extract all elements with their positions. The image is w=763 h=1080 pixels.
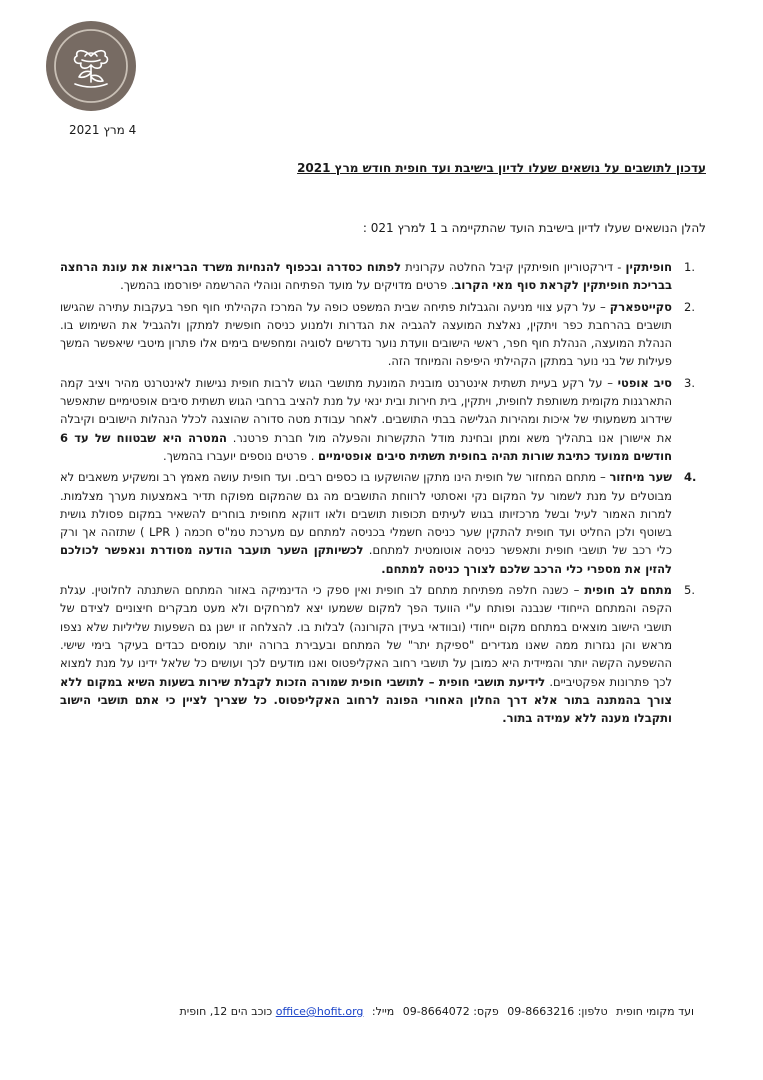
item-heading: סיב אופטי <box>617 375 672 390</box>
organization-logo <box>45 20 137 112</box>
document-date: 4 מרץ 2021 <box>69 123 137 137</box>
item-heading: סקייטפארק <box>609 299 672 314</box>
footer-email-link[interactable]: office@hofit.org <box>275 1005 364 1018</box>
footer-org: ועד מקומי חופית <box>616 1005 694 1018</box>
topic-item-lev-hofit: 5. מתחם לב חופית – כשנה חלפה מפתיחת מתחם לב חופית ואין ספק כי הדינמיקה באזור המתחם השתנתה לחלוטין. עגלת הקפה והמתחם הייחודי שנבנה ופותח ע"י הוועד הפך למקום ששמעו יצא למרחקים ולא מעט מבקרים חיצוניים לצידם של תושבי הישוב מוצאים במתחם מקום ייחודי (ובוודאי בעידן הקורונה) לבלות בו. להצלחה זו ישנן גם השפעות שליליות שלא נצפו מראש והן נגזרות ממה שאנו מגדירים "ספיקת יתר" של המתחם ובעבירת ברורה יותר עומסים כבדים בעיקר בימי שישי. ההשפעה הקשה יותר והמיידית היא כמובן על תושבי רחוב האקליפטוס ואנו מודעים לכך ועושים כל שלאל ידינו על מנת למצוא לכך פתרונות אפקטיביים. לידיעת תושבי חופית – לתושבי חופית שמורה הזכות לקבלת שירות בשעות השיא במקום ללא צורך בהמתנה בתור אלא דרך החלון האחורי הפונה לרחוב האקליפטוס. כל שצריך לציין כי אתם תושבי הישוב ותקבלו מענה ללא עמידה בתור. <box>60 581 706 727</box>
item-number: 1. <box>684 260 695 274</box>
item-highlight: המטרה היא שבטווח של עד 6 חודשים ממועד כתיבת שורות תהיה בחופית תשתית סיבים אופטימיים <box>60 430 672 463</box>
topics-list <box>60 258 706 730</box>
item-highlight: לכשיותקן השער תועבר הודעה מסודרת ונאפשר לכולכם להזין את מספרי כלי הרכב שלכם לצורך כניסה למתחם. <box>60 543 672 576</box>
item-highlight: לידיעת תושבי חופית – לתושבי חופית שמורה הזכות לקבלת שירות בשעות השיא במקום ללא צורך בהמתנה בתור אלא דרך החלון האחורי הפונה לרחוב האקליפטוס. כל שצריך לציין כי אתם תושבי הישוב ותקבלו מענה ללא עמידה בתור. <box>60 674 672 726</box>
document-title: עדכון לתושבים על נושאים שעלו לדיון בישיבת ועד חופית חודש מרץ 2021 <box>297 161 706 175</box>
item-heading: שער מיחזור <box>609 470 672 485</box>
footer-fax: פקס: 09-8664072 <box>402 1005 499 1018</box>
item-number: 2. <box>684 299 695 314</box>
item-highlight: לפתוח כסדרה ובכפוף להנחיות משרד הבריאות את עונת הרחצה בבריכת חופיתקין לקראת סוף מאי הקרוב <box>60 260 672 293</box>
topic-item-fiber: 3. סיב אופטי – על רקע בעיית תשתית אינטרנט מובנית המונעת מתושבי הגוש לרבות חופית נגישות לאינטרנט מהיר ויציב קמה התארגנות מקומית משותפת לחופית, ויתקין, בית חירות ובית ינאי על מנת להציב ברחבי הגוש תשתית סיבים אופטימיים שתאפשר שידרוג משמעותי של איכות ומהירות הגלישה בבתי התושבים. לאחר עבודת מטה סדורה שהוצגה לכלל הנהלות הישובים וקיבלה את אישורן אנו בתהליך משא ומתן ובחינת מודל התקשרות והפעלה מול חברת פרטנר. המטרה היא שבטווח של עד 6 חודשים ממועד כתיבת שורות תהיה בחופית תשתית סיבים אופטימיים . פרטים נוספים יועברו בהמשך. <box>60 374 706 465</box>
footer-contact <box>175 1005 694 1018</box>
footer-address: כוכב הים 12, חופית <box>179 1005 273 1018</box>
item-number: 3. <box>684 375 695 390</box>
intro-text: להלן הנושאים שעלו לדיון בישיבת הועד שהתקיימה ב 1 למרץ 021 : <box>362 221 706 235</box>
item-heading: מתחם לב חופית <box>584 583 672 598</box>
topic-item-recycling-gate: 4. שער מיחזור – מתחם המחזור של חופית הינו מתקן שהושקעו בו כספים רבים. ועד חופית עושה מאמץ רב ומשקיע משאבים לא מבוטלים על מנת לשמור על המקום נקי ואסתטי לרווחת התושבים מה גם שהמקום מפוקח תדיר באמצעות מערך מצלמות. למרות האמור לעיל ובשל מרכזיותו בגוש לעיתים תכופות תושבים ולאו דווקא מחופית בוחרים להשאיר במקום פסולת גושית בשוטף ולכן החליט ועד חופית להתקין שער כניסה חשמלי בכניסה למתחם עם מערכת טמ"ס חכמה ( LPR ) שתזהה אך ורק כלי רכב של תושבי חופית ותאפשר כניסה אוטומטית למתחם. לכשיותקן השער תועבר הודעה מסודרת ונאפשר לכולכם להזין את מספרי כלי הרכב שלכם לצורך כניסה למתחם. <box>60 468 706 578</box>
item-number: 5. <box>684 583 695 598</box>
footer-phone: טלפון: 09-8663216 <box>507 1005 608 1018</box>
item-number: 4. <box>684 470 697 485</box>
topic-item-skatepark: 2. סקייטפארק – על רקע צווי מניעה והגבלות פתיחה שבית המשפט כופה על המרכז הקהילתי חוף חפר בעקבות עתירה שהגישו תושבים בהרחבת כפר ויתקין, נאלצת המועצה להגביה את הגדרות ולמנוע כניסה חופשית למתקן ולהגביל את השימוש בו. הנהלת המועצה, הנהלת חוף חפר, ראשי הישובים וועדת נוער נדרשים לסוגיה ומחפשים בימים אלו פתרון מיטבי שיאפשר המשך פעילות של בני נוער במתקן הקהילתי היפיפה והמיוחד הזה. <box>60 298 706 371</box>
item-heading: חופיתקין <box>625 260 673 274</box>
topic-item-pool: 1. חופיתקין - דירקטוריון חופיתקין קיבל החלטה עקרונית לפתוח כסדרה ובכפוף להנחיות משרד הבריאות את עונת הרחצה בבריכת חופיתקין לקראת סוף מאי הקרוב. פרטים מדויקים על מועד הפתיחה ונוהלי ההרשמה יפורסמו בהמשך. <box>60 258 706 295</box>
footer-email-label: מייל: <box>371 1005 395 1018</box>
